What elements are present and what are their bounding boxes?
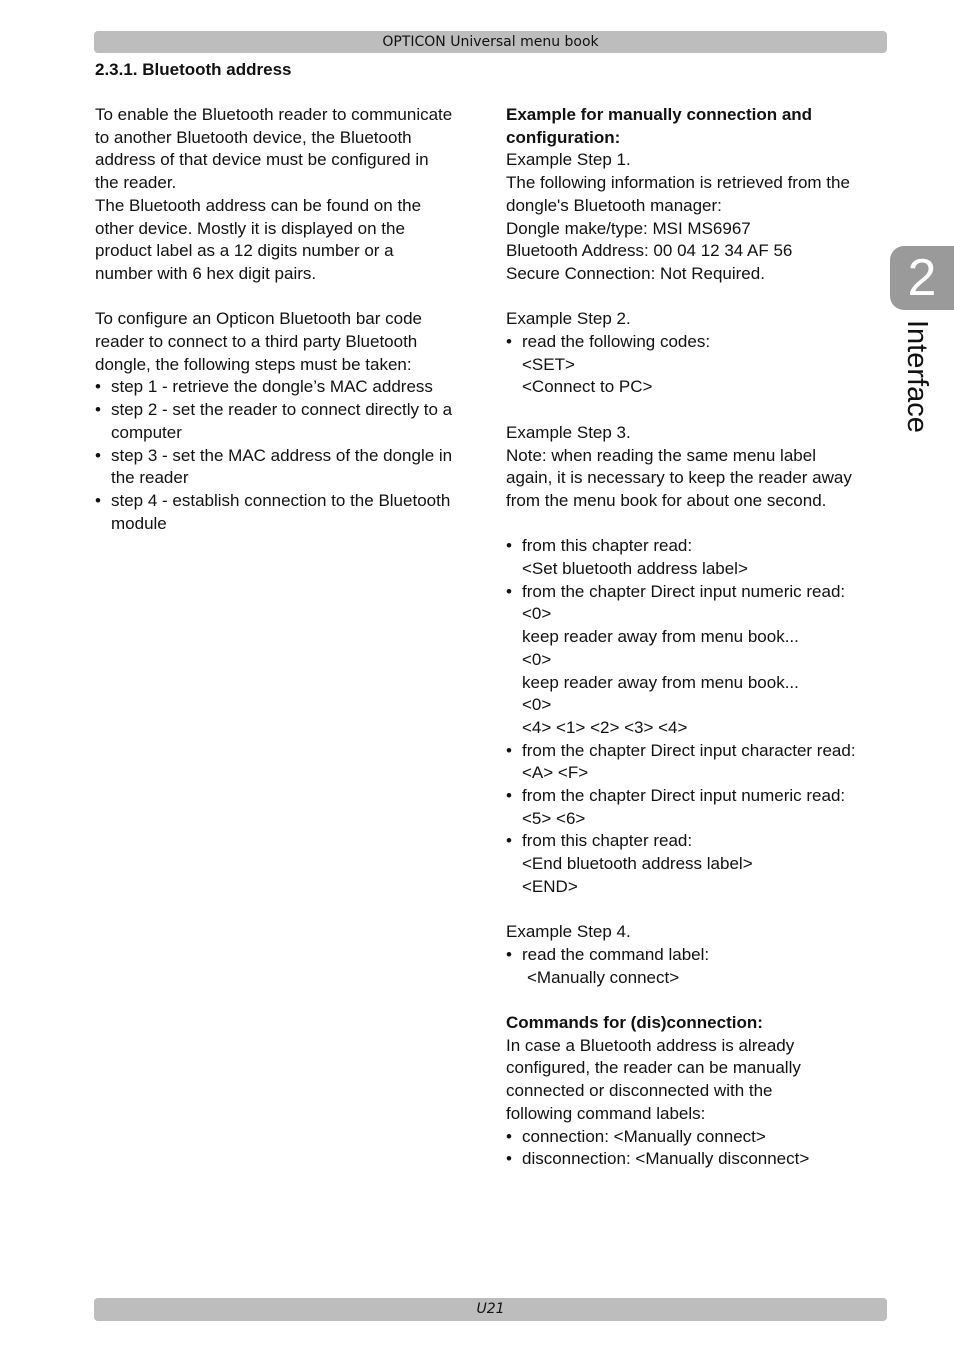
step4-title: Example Step 4. (506, 922, 631, 942)
example-heading: Example for manually connection and (506, 105, 813, 124)
code-line: <Manually connect> (527, 967, 680, 987)
commands-line: connected or disconnected with the (506, 1081, 773, 1101)
step1-line: The following information is retrieved from the (506, 173, 850, 193)
list-item: • connection: <Manually connect> (506, 1126, 886, 1149)
commands-list (506, 1126, 886, 1171)
intro-line: the reader. (95, 173, 177, 193)
intro-line: To enable the Bluetooth reader to communicate (95, 105, 453, 124)
chapter-number-tab (890, 246, 954, 310)
intro-line: product label as a 12 digits number or a (95, 241, 394, 261)
code-line: <SET> (522, 354, 575, 374)
commands-line: In case a Bluetooth address is already (506, 1035, 795, 1055)
step1-line: Secure Connection: Not Required. (506, 263, 765, 283)
code-line: <Connect to PC> (522, 377, 653, 397)
list-item: • step 1 - retrieve the dongle’s MAC address (95, 376, 475, 399)
commands-heading: Commands for (dis)connection: (506, 1013, 763, 1033)
example-heading: configuration: (506, 127, 621, 147)
intro-line: number with 6 hex digit pairs. (95, 263, 317, 283)
config-line: dongle, the following steps must be taken: (95, 354, 412, 374)
page-number: U21 (476, 1301, 505, 1317)
list-item: • from the chapter Direct input numeric read: <5> <6> (506, 785, 886, 830)
intro-line: other device. Mostly it is displayed on the (95, 218, 405, 238)
list-item: • from the chapter Direct input numeric read: <0> keep reader away from menu book... <0> keep reader away from menu book... <0> <4> <1> <2> <3> <4> (506, 581, 886, 740)
list-item: • from this chapter read: <Set bluetooth address label> (506, 535, 886, 580)
list-item: • step 3 - set the MAC address of the dongle in the reader (95, 445, 475, 490)
step2-title: Example Step 2. (506, 309, 631, 329)
header-title: OPTICON Universal menu book (382, 34, 599, 50)
list-item: • disconnection: <Manually disconnect> (506, 1148, 886, 1171)
commands-line: following command labels: (506, 1103, 706, 1123)
intro-line: to another Bluetooth device, the Bluetooth (95, 127, 412, 147)
right-column (506, 104, 886, 1171)
step4-list (506, 944, 886, 967)
step3-line: from the menu book for about one second. (506, 490, 827, 510)
step1-line: dongle's Bluetooth manager: (506, 195, 722, 215)
step3-line: Note: when reading the same menu label (506, 445, 816, 465)
list-item: • read the following codes: (506, 331, 886, 354)
left-column (95, 104, 475, 535)
step1-line: Bluetooth Address: 00 04 12 34 AF 56 (506, 241, 793, 261)
list-item: • step 4 - establish connection to the Bluetooth module (95, 490, 475, 535)
page-header (94, 31, 887, 53)
step2-list (506, 331, 886, 354)
commands-line: configured, the reader can be manually (506, 1058, 801, 1078)
list-item: • from the chapter Direct input character read: <A> <F> (506, 740, 886, 785)
step3-line: again, it is necessary to keep the reader away (506, 468, 852, 488)
step1-line: Example Step 1. (506, 150, 631, 170)
steps-list (95, 376, 475, 535)
step1-line: Dongle make/type: MSI MS6967 (506, 218, 751, 238)
chapter-label: Interface (901, 320, 933, 433)
list-item: • from this chapter read: <End bluetooth address label> <END> (506, 830, 886, 898)
page-footer (94, 1298, 887, 1321)
list-item: • step 2 - set the reader to connect directly to a computer (95, 399, 475, 444)
step3-list (506, 535, 886, 898)
step3-line: Example Step 3. (506, 422, 631, 442)
intro-line: address of that device must be configured in (95, 150, 429, 170)
section-title: 2.3.1. Bluetooth address (95, 60, 292, 79)
list-item: • read the command label: (506, 944, 886, 967)
intro-line: The Bluetooth address can be found on the (95, 195, 422, 215)
config-line: reader to connect to a third party Bluetooth (95, 332, 418, 352)
chapter-number: 2 (907, 249, 937, 307)
config-line: To configure an Opticon Bluetooth bar code (95, 309, 422, 329)
